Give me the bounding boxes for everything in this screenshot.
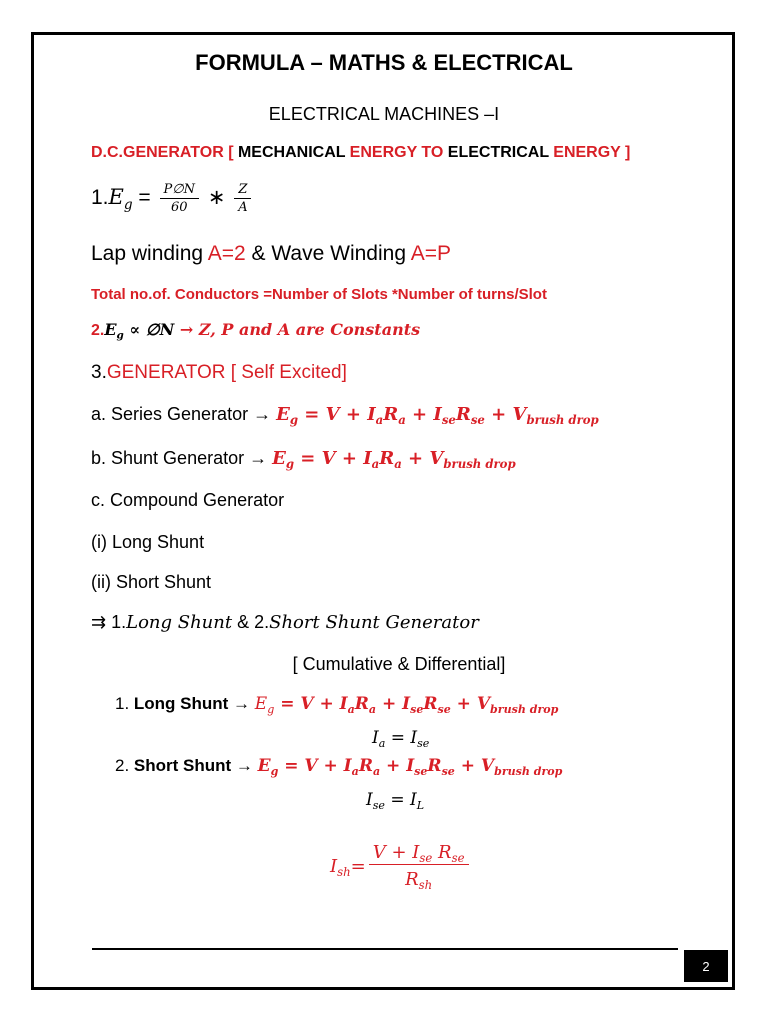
dc-heading-part2: MECHANICAL [237,144,350,161]
short-shunt-formula [115,756,562,776]
dc-generator-heading [91,144,630,162]
winding-part1: Lap winding [91,242,208,265]
page-number: 2 [702,958,710,974]
dc-heading-part5: ENERGY ] [553,144,631,161]
formula1-eq: = [132,186,157,210]
page-title: FORMULA – MATHS & ELECTRICAL [195,50,573,75]
page-number-box [684,950,728,982]
winding-line [91,242,451,266]
cumulative-line: [ Cumulative & Differential] [292,654,506,674]
series-expr: $E_g = V + I_aR_a + I_{se}R_{se} + V_{brush drop}$ [276,404,599,428]
arrow-line-arrow: ⇉ 1. [91,612,127,632]
long-expr: = $V + I_aR_a + I_{se}R_{se} + V_{brush drop}$ [274,694,559,716]
short-relation: $I_{se} = I_L$ [366,790,425,812]
arrow-line-t2: Short Shunt Generator [269,612,479,633]
short-expr: $E_g = V + I_aR_a + I_{se}R_{se} + V_{brush drop}$ [257,756,563,778]
conductors-line: Total no.of. Conductors =Number of Slots *Number of turns/Slot [91,286,547,303]
shunt-expr: $E_g = V + I_aR_a + V_{brush drop}$ [272,448,516,472]
formula2-label: 2. [91,322,105,339]
long-num: 1. [115,694,134,713]
winding-part2: A=2 [207,242,246,265]
formula1-fraction: $\frac{P\emptyset N}{60}$ [160,182,199,215]
formula-proportional [91,320,420,340]
series-generator-line [91,404,599,428]
short-num: 2. [115,756,134,775]
generator-heading-num: 3. [91,362,107,383]
long-lhs: $E_g$ [254,694,275,716]
formula1-label: 1. [91,186,109,210]
ish-eq: = [350,855,366,877]
long-arrow: → [228,694,255,713]
arrow-line [91,612,479,633]
ish-lhs: $I_{sh}$ [330,855,351,879]
generator-heading-text: GENERATOR [ Self Excited] [106,362,347,383]
formula-emf [91,182,255,215]
footer-rule [92,948,678,950]
winding-part4: A=P [410,242,451,265]
short-arrow: → [231,756,258,775]
series-label: a. Series Generator → [91,404,277,424]
ish-formula [330,842,472,893]
winding-part3: & Wave Winding [245,242,411,265]
short-name: Short Shunt [133,756,232,775]
formula1-times: ∗ [201,186,232,210]
shunt-label: b. Shunt Generator → [91,448,273,468]
formula2-lhs: $E_g$ [104,320,124,342]
generator-heading [91,362,347,384]
short-shunt-item: (ii) Short Shunt [91,572,212,592]
formula2-expr: ∝ ∅N [129,320,175,339]
arrow-line-amp: & 2. [232,612,270,632]
long-name: Long Shunt [133,694,229,713]
shunt-generator-line [91,448,516,472]
dc-heading-part1: D.C.GENERATOR [ [91,144,238,161]
formula2-rest: → Z, P and A are Constants [174,320,421,339]
arrow-line-t1: Long Shunt [126,612,233,633]
dc-heading-part3: ENERGY TO [349,144,448,161]
formula1-fraction2: $\frac{Z}{A}$ [234,182,251,215]
long-shunt-formula [115,694,558,714]
section-subtitle: ELECTRICAL MACHINES –I [268,104,500,124]
long-shunt-item: (i) Long Shunt [91,532,205,552]
dc-heading-part4: ELECTRICAL [447,144,554,161]
formula1-lhs: $E_g$ [108,185,133,213]
compound-generator-line: c. Compound Generator [91,490,285,510]
ish-fraction: $\frac{V + I_{se} R_{se}}{R_{sh}}$ [369,842,469,890]
long-relation: $I_a = I_{se}$ [372,728,430,750]
